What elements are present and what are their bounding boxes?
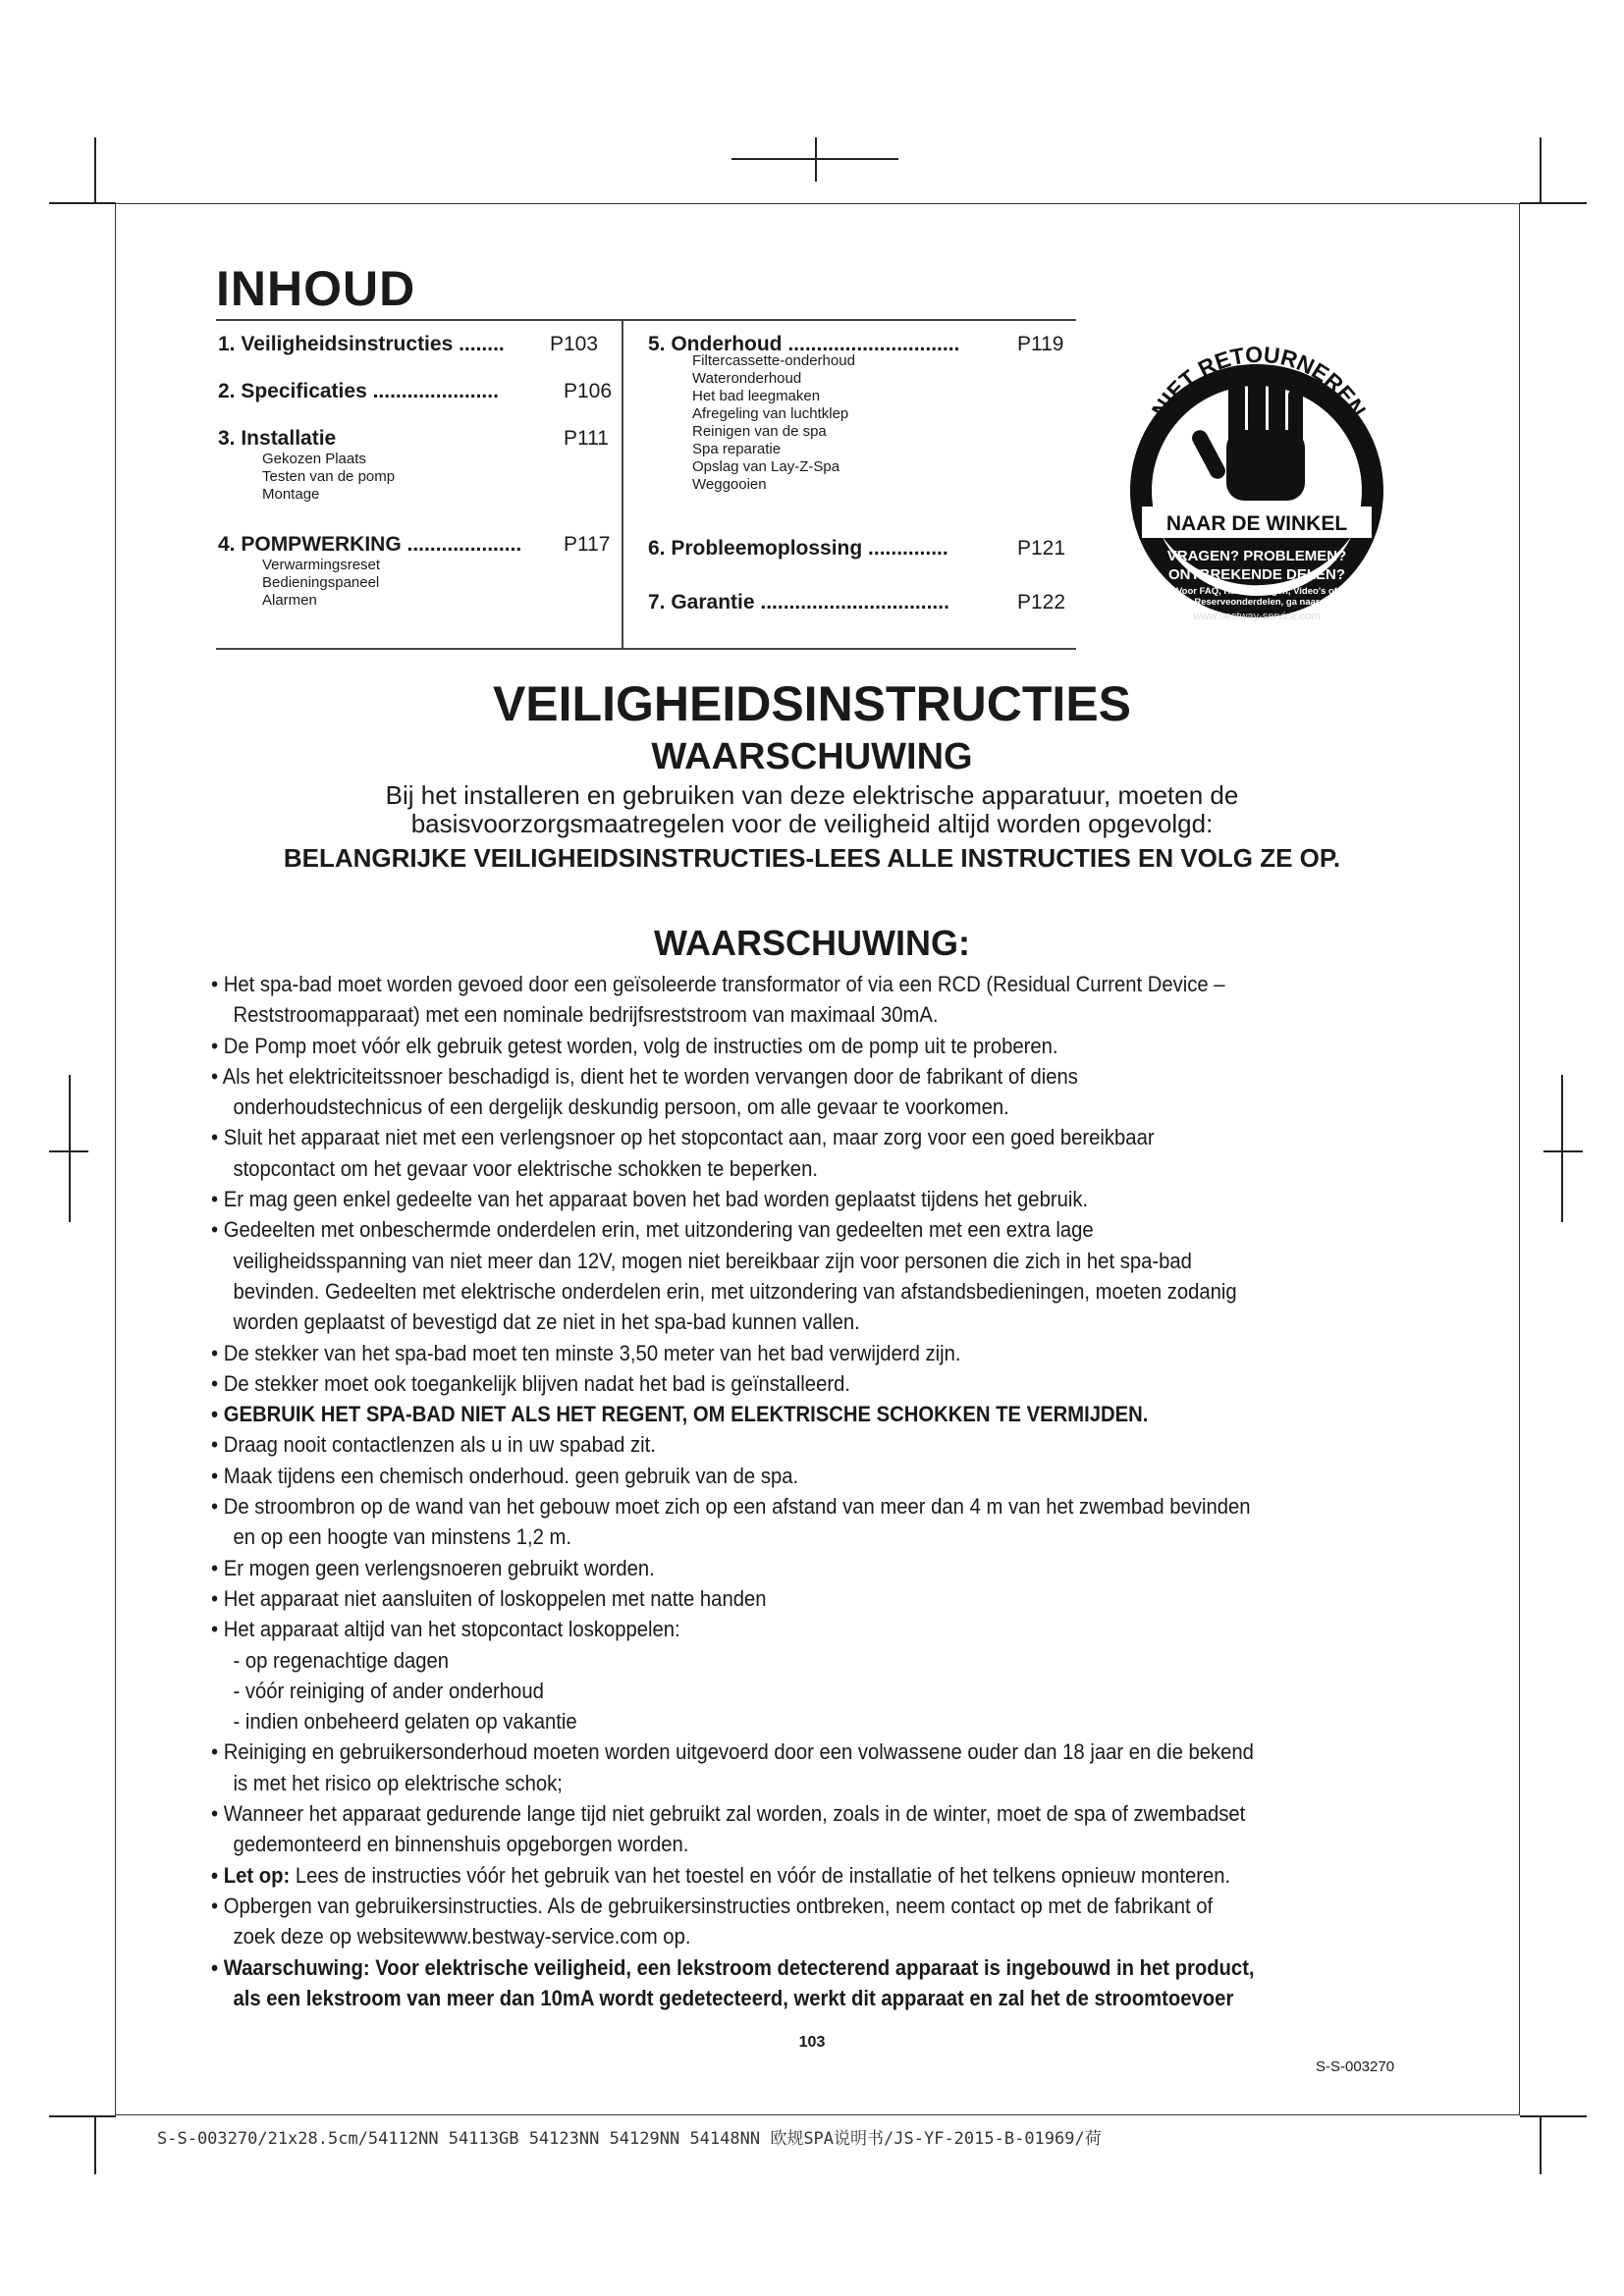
document-code: S-S-003270 <box>1316 2058 1395 2075</box>
toc-entry-safety[interactable]: 1. Veiligheidsinstructies ........ P103 <box>218 333 599 355</box>
list-item: • Er mogen geen verlengsnoeren gebruikt worden. <box>211 1555 655 1580</box>
list-item: - op regenachtige dagen <box>233 1647 450 1673</box>
badge-questions: VRAGEN? PROBLEMEN? <box>1166 548 1347 564</box>
intro-bold: BELANGRIJKE VEILIGHEIDSINSTRUCTIES-LEES ALLE INSTRUCTIES EN VOLG ZE OP. <box>283 843 1341 873</box>
crop-mark <box>94 137 96 202</box>
list-item: • Opbergen van gebruikersinstructies. Als de gebruikersinstructies ontbreken, neem contact op met de fabrikant of <box>211 1893 1214 1918</box>
list-item: • Het spa-bad moet worden gevoed door een geïsoleerde transformator of via een RCD (Residual Current Device – <box>211 972 1225 996</box>
list-item: • GEBRUIK HET SPA-BAD NIET ALS HET REGENT, OM ELEKTRISCHE SCHOKKEN TE VERMIJDEN. <box>211 1402 1149 1427</box>
list-item: stopcontact om het gevaar voor elektrische schokken te beperken. <box>233 1155 818 1181</box>
crop-mark <box>49 202 116 204</box>
toc-entry-pump[interactable]: 4. POMPWERKING .................... P117 Verwarmingsreset Bedieningspaneel Alarmen <box>218 533 611 609</box>
toc-sub: Wateronderhoud <box>692 370 802 387</box>
list-item: • De stekker moet ook toegankelijk blijven nadat het bad is geïnstalleerd. <box>211 1370 850 1396</box>
list-item: als een lekstroom van meer dan 10mA wordt gedetecteerd, werkt dit apparaat en zal het de stroomtoevoer <box>233 1985 1234 2010</box>
toc-sub: Het bad leegmaken <box>692 388 821 404</box>
toc-sub: Filtercassette-onderhoud <box>692 352 855 369</box>
list-item: • Wanneer het apparaat gedurende lange tijd niet gebruikt zal worden, zoals in de winter, moet de spa of zwembadset <box>211 1801 1246 1827</box>
badge-faq: Voor FAQ, Handleidingen, Video's of <box>1176 586 1337 597</box>
list-item: • Waarschuwing: Voor elektrische veiligheid, een lekstroom detecterend apparaat is ingebouwd in het product, <box>211 1954 1255 1980</box>
list-item: gedemonteerd en binnenshuis opgeborgen worden. <box>233 1832 689 1857</box>
badge-arc-text: NIET RETOURNEREN <box>1146 341 1372 422</box>
list-item: • De Pomp moet vóór elk gebruik getest worden, volg de instructies om de pomp uit te proberen. <box>211 1033 1058 1058</box>
crop-mark <box>1520 202 1587 204</box>
list-item: is met het risico op elektrische schok; <box>233 1770 563 1795</box>
list-item: • Reiniging en gebruikersonderhoud moeten worden uitgevoerd door een volwassene ouder dan 18 jaar en die bekend <box>211 1739 1254 1765</box>
print-footer: S-S-003270/21x28.5cm/54112NN 54113GB 54123NN 54129NN 54148NN 欧规SPA说明书/JS-YF-2015-B-01969/荷 <box>157 2129 1102 2149</box>
toc-sub: Spa reparatie <box>692 441 782 457</box>
list-item: • Sluit het apparaat niet met een verlengsnoer op het stopcontact aan, maar zorg voor een goed bereikbaar <box>211 1125 1155 1150</box>
list-item: • De stekker van het spa-bad moet ten minste 3,50 meter van het bad verwijderd zijn. <box>211 1340 961 1365</box>
badge-store-text: NAAR DE WINKEL <box>1165 512 1348 535</box>
toc-sub: Verwarmingsreset <box>262 557 381 573</box>
toc-sub: Montage <box>262 486 320 503</box>
list-item: • Draag nooit contactlenzen als u in uw spabad zit. <box>211 1432 656 1458</box>
list-item: • Het apparaat niet aansluiten of loskoppelen met natte handen <box>211 1585 767 1611</box>
toc-divider <box>622 321 623 648</box>
list-item: • Het apparaat altijd van het stopcontact loskoppelen: <box>211 1617 680 1642</box>
toc-sub: Reinigen van de spa <box>692 423 827 440</box>
crop-mark <box>69 1075 71 1222</box>
list-item: Reststroomapparaat) met een nominale bedrijfsreststroom van maximaal 30mA. <box>233 1002 939 1028</box>
crop-mark <box>1540 137 1542 202</box>
badge-url[interactable]: www.bestway-service.com <box>1193 611 1321 622</box>
list-item: • Gedeelten met onbeschermde onderdelen erin, met uitzondering van gedeelten met een extra lage <box>211 1217 1094 1243</box>
warning-list <box>211 969 1307 2013</box>
list-item: onderhoudstechnicus of een dergelijk deskundig persoon, om alle gevaar te voorkomen. <box>233 1095 1009 1120</box>
toc-sub: Testen van de pomp <box>262 468 396 485</box>
list-item: • Als het elektriciteitssnoer beschadigd is, dient het te worden vervangen door de fabrikant of diens <box>211 1063 1078 1089</box>
toc-sub: Gekozen Plaats <box>262 451 366 467</box>
list-item: • Maak tijdens een chemisch onderhoud. geen gebruik van de spa. <box>211 1463 799 1488</box>
crop-mark <box>815 137 817 182</box>
toc-entry-maintenance[interactable]: 5. Onderhoud .............................. P119 Filtercassette-onderhoud Wateronderhoud Het bad leegmaken Afregeling van luchtklep Reinigen van de spa Spa reparatie Opslag van Lay-Z-Spa Weggooien <box>648 333 1064 493</box>
list-item: veiligheidsspanning van niet meer dan 12V, mogen niet bereikbaar zijn voor personen die zich in het spa-bad <box>233 1248 1192 1273</box>
toc-entry-troubleshooting[interactable]: 6. Probleemoplossing .............. P121 <box>648 537 1066 560</box>
crop-mark <box>1520 2115 1587 2117</box>
list-item: • Er mag geen enkel gedeelte van het apparaat boven het bad worden geplaatst tijdens het gebruik. <box>211 1187 1089 1212</box>
crop-mark <box>94 2115 96 2174</box>
list-item: zoek deze op websitewww.bestway-service.com op. <box>233 1924 691 1949</box>
toc-sub: Opslag van Lay-Z-Spa <box>692 458 840 475</box>
intro-text: Bij het installeren en gebruiken van deze elektrische apparatuur, moeten de basisvoorzorgsmaatregelen voor de veiligheid altijd worden opgevolgd: <box>385 780 1239 838</box>
list-item: en op een hoogte van minstens 1,2 m. <box>233 1524 571 1550</box>
safety-title: VEILIGHEIDSINSTRUCTIES <box>492 676 1132 731</box>
toc-entry-installation[interactable]: 3. Installatie P111 Gekozen Plaats Testen van de pomp Montage <box>218 427 609 503</box>
toc-sub: Bedieningspaneel <box>262 574 380 591</box>
toc-sub: Alarmen <box>262 592 317 609</box>
toc-entry-warranty[interactable]: 7. Garantie ................................. P122 <box>648 591 1066 614</box>
badge-parts: Reserveonderdelen, ga naar <box>1194 597 1320 608</box>
list-item: • De stroombron op de wand van het gebouw moet zich op een afstand van meer dan 4 m van het zwembad bevinden <box>211 1494 1251 1520</box>
contents-title: INHOUD <box>216 261 416 316</box>
warning-heading-2: WAARSCHUWING: <box>654 923 970 963</box>
crop-mark <box>1543 1150 1583 1152</box>
list-item: worden geplaatst of bevestigd dat ze niet in het spa-bad kunnen vallen. <box>233 1309 860 1335</box>
list-item: - vóór reiniging of ander onderhoud <box>233 1678 544 1703</box>
toc-sub: Weggooien <box>692 476 767 493</box>
warning-heading: WAARSCHUWING <box>651 736 973 777</box>
crop-mark <box>49 2115 116 2117</box>
toc-entry-specs[interactable]: 2. Specificaties ...................... P106 <box>218 380 613 402</box>
page-number: 103 <box>798 2034 826 2051</box>
list-item: • Let op: Lees de instructies vóór het gebruik van het toestel en vóór de installatie of het telkens opnieuw monteren. <box>211 1862 1231 1888</box>
crop-mark <box>1561 1075 1563 1222</box>
table-of-contents <box>216 319 1076 650</box>
badge-missing: ONTBREKENDE DELEN? <box>1167 566 1346 583</box>
toc-sub: Afregeling van luchtklep <box>692 405 849 422</box>
list-item: bevinden. Gedeelten met elektrische onderdelen erin, met uitzondering van afstandsbedieningen, moeten zodanig <box>233 1278 1237 1304</box>
list-item: - indien onbeheerd gelaten op vakantie <box>233 1709 577 1735</box>
return-badge <box>1120 312 1392 637</box>
crop-mark <box>1540 2115 1542 2174</box>
